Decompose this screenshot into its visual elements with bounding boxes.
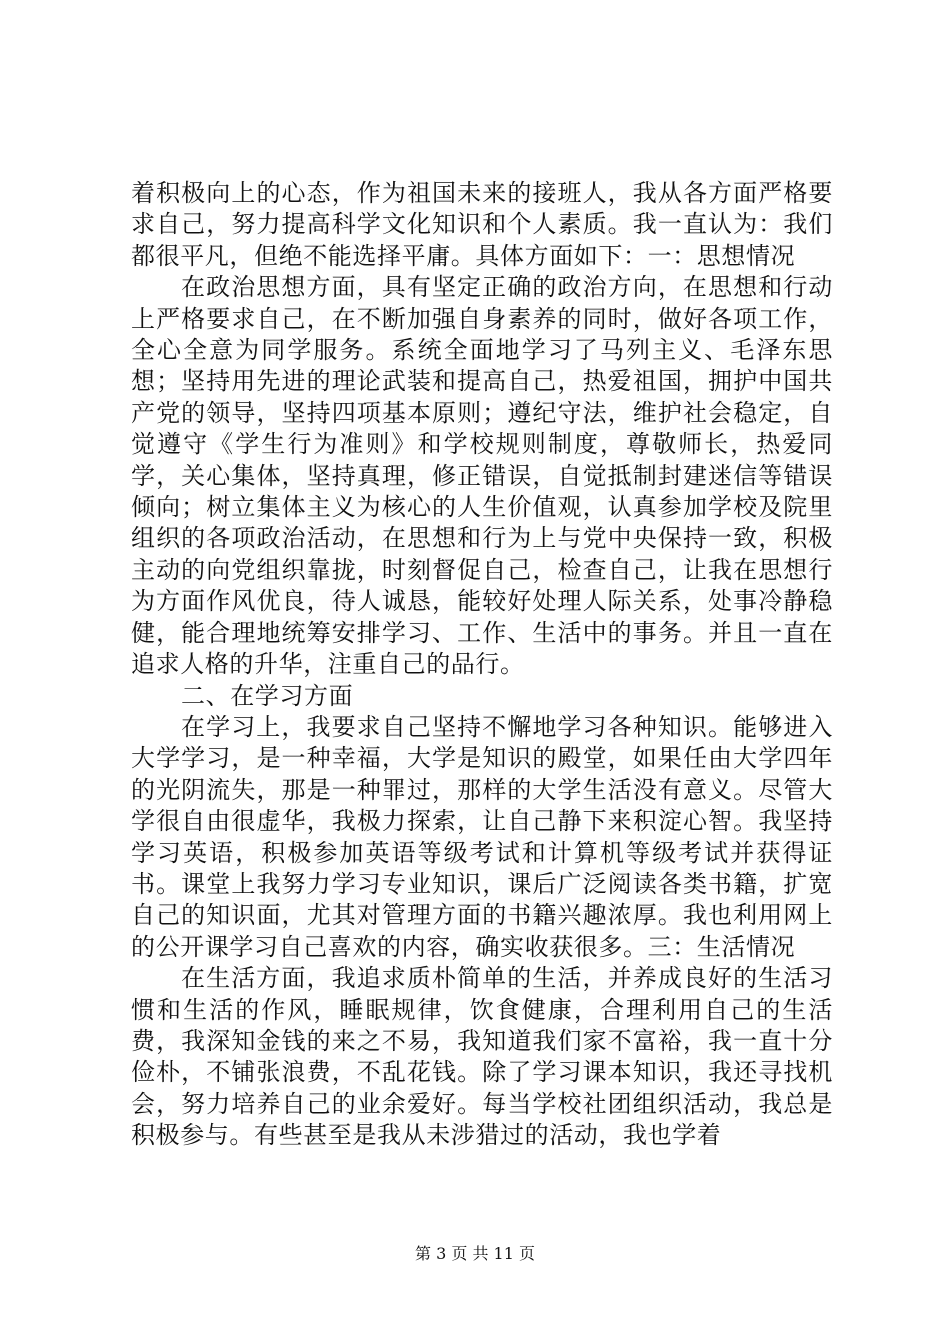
document-body <box>131 178 833 1152</box>
page-number-footer: 第 3 页 共 11 页 <box>415 1244 535 1263</box>
paragraph-1: 着积极向上的心态，作为祖国未来的接班人，我从各方面严格要求自己，努力提高科学文化知识和个人素质。我一直认为：我们都很平凡，但绝不能选择平庸。具体方面如下：一：思想情况 <box>131 179 833 270</box>
section-heading-study: 二、在学习方面 <box>181 681 354 710</box>
paragraph-political-thought: 在政治思想方面，具有坚定正确的政治方向，在思想和行动上严格要求自己，在不断加强自身素养的同时，做好各项工作，全心全意为同学服务。系统全面地学习了马列主义、毛泽东思想；坚持用先进的理论武装和提高自己，热爱祖国，拥护中国共产党的领导，坚持四项基本原则；遵纪守法，维护社会稳定，自觉遵守《学生行为准则》和学校规则制度，尊敬师长，热爱同学，关心集体，坚持真理，修正错误，自觉抵制封建迷信等错误倾向；树立集体主义为核心的人生价值观，认真参加学校及院里组织的各项政治活动，在思想和行为上与党中央保持一致，积极主动的向党组织靠拢，时刻督促自己，检查自己，让我在思想行为方面作风优良，待人诚恳，能较好处理人际关系，处事冷静稳健，能合理地统筹安排学习、工作、生活中的事务。并且一直在追求人格的升华，注重自己的品行。 <box>131 273 833 679</box>
paragraph-study: 在学习上，我要求自己坚持不懈地学习各种知识。能够进入大学学习，是一种幸福，大学是知识的殿堂，如果任由大学四年的光阴流失，那是一种罪过，那样的大学生活没有意义。尽管大学很自由很虚华，我极力探索，让自己静下来积淀心智。我坚持学习英语，积极参加英语等级考试和计算机等级考试并获得证书。课堂上我努力学习专业知识，课后广泛阅读各类书籍，扩宽自己的知识面，尤其对管理方面的书籍兴趣浓厚。我也利用网上的公开课学习自己喜欢的内容，确实收获很多。三：生活情况 <box>131 712 833 961</box>
paragraph-life: 在生活方面，我追求质朴简单的生活，并养成良好的生活习惯和生活的作风，睡眠规律，饮食健康，合理利用自己的生活费，我深知金钱的来之不易，我知道我们家不富裕，我一直十分俭朴，不铺张浪费，不乱花钱。除了学习课本知识，我还寻找机会，努力培养自己的业余爱好。每当学校社团组织活动，我总是积极参与。有些甚至是我从未涉猎过的活动，我也学着 <box>131 964 833 1150</box>
